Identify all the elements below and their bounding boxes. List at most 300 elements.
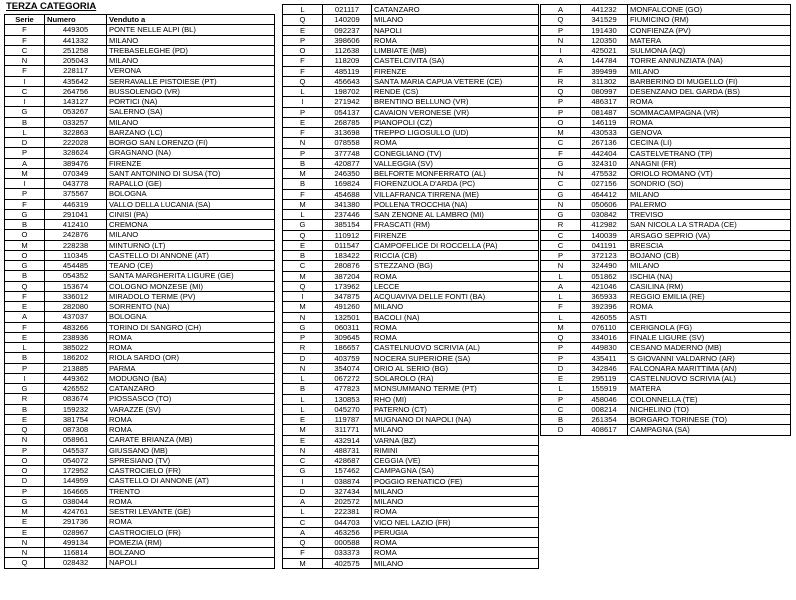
venduto-cell: ROMA (107, 332, 275, 342)
serie-cell: B (5, 404, 45, 414)
serie-cell: L (5, 343, 45, 353)
numero-cell: 155919 (581, 384, 628, 394)
numero-cell: 428687 (323, 456, 372, 466)
numero-cell: 110345 (45, 250, 107, 260)
numero-cell: 322863 (45, 127, 107, 137)
numero-cell: 412410 (45, 220, 107, 230)
table-row (5, 271, 275, 281)
table-row (5, 507, 275, 517)
venduto-cell: MILANO (628, 66, 791, 76)
numero-cell: 313698 (323, 128, 372, 138)
numero-cell: 053267 (45, 107, 107, 117)
table-row (5, 76, 275, 86)
table-row (541, 199, 791, 209)
header-serie: Serie (5, 15, 45, 25)
serie-cell: N (5, 537, 45, 547)
table-row (283, 179, 539, 189)
numero-cell: 038044 (45, 496, 107, 506)
table-row (5, 250, 275, 260)
venduto-cell: BACOLI (NA) (372, 312, 539, 322)
serie-cell: M (283, 302, 323, 312)
serie-cell: N (5, 56, 45, 66)
serie-cell: B (5, 353, 45, 363)
serie-cell: O (5, 250, 45, 260)
numero-cell: 311302 (581, 76, 628, 86)
venduto-cell: NICHELINO (TO) (628, 404, 791, 414)
venduto-cell: SANT ANTONINO DI SUSA (TO) (107, 168, 275, 178)
venduto-cell: NAPOLI (372, 25, 539, 35)
serie-cell: L (541, 312, 581, 322)
table-row (541, 394, 791, 404)
venduto-cell: ASTI (628, 312, 791, 322)
numero-cell: 381754 (45, 414, 107, 424)
serie-cell: C (541, 240, 581, 250)
venduto-cell: TORRE ANNUNZIATA (NA) (628, 56, 791, 66)
table-row (283, 343, 539, 353)
numero-cell: 336012 (45, 291, 107, 301)
venduto-cell: MILANO (372, 302, 539, 312)
serie-cell: P (283, 333, 323, 343)
venduto-cell: CATANZARO (372, 5, 539, 15)
venduto-cell: STEZZANO (BG) (372, 261, 539, 271)
numero-cell: 140039 (581, 230, 628, 240)
serie-cell: C (5, 86, 45, 96)
venduto-cell: ROMA (372, 271, 539, 281)
serie-cell: Q (5, 558, 45, 568)
serie-cell: F (541, 66, 581, 76)
table-row (283, 466, 539, 476)
venduto-cell: FALCONARA MARITTIMA (AN) (628, 363, 791, 373)
numero-cell: 389476 (45, 158, 107, 168)
numero-cell: 144784 (581, 56, 628, 66)
numero-cell: 078558 (323, 138, 372, 148)
serie-cell: Q (541, 333, 581, 343)
venduto-cell: PALERMO (628, 199, 791, 209)
serie-cell: B (5, 220, 45, 230)
serie-cell: L (541, 271, 581, 281)
table-row (541, 210, 791, 220)
numero-cell: 403759 (323, 353, 372, 363)
numero-cell: 282080 (45, 302, 107, 312)
venduto-cell: PARMA (107, 363, 275, 373)
numero-cell: 238936 (45, 332, 107, 342)
numero-cell: 159232 (45, 404, 107, 414)
venduto-cell: BORGARO TORINESE (TO) (628, 415, 791, 425)
table-row (5, 496, 275, 506)
table-row (283, 445, 539, 455)
table-row (541, 76, 791, 86)
venduto-cell: MODUGNO (BA) (107, 373, 275, 383)
venduto-cell: MINTURNO (LT) (107, 240, 275, 250)
serie-cell: N (283, 363, 323, 373)
table-row (541, 230, 791, 240)
venduto-cell: ROMA (372, 538, 539, 548)
venduto-cell: MILANO (372, 15, 539, 25)
serie-cell: C (283, 456, 323, 466)
table-row (541, 179, 791, 189)
numero-cell: 412982 (581, 220, 628, 230)
venduto-cell: FIRENZE (372, 230, 539, 240)
table-row (283, 5, 539, 15)
numero-cell: 120350 (581, 35, 628, 45)
table-row (283, 199, 539, 209)
table-row (5, 353, 275, 363)
numero-cell: 499134 (45, 537, 107, 547)
serie-cell: L (541, 384, 581, 394)
serie-cell: O (5, 455, 45, 465)
venduto-cell: MATERA (628, 35, 791, 45)
serie-cell: C (541, 230, 581, 240)
venduto-cell: MONFALCONE (GO) (628, 5, 791, 15)
serie-cell: E (283, 117, 323, 127)
table-row (541, 87, 791, 97)
table-row (5, 56, 275, 66)
venduto-cell: PERUGIA (372, 527, 539, 537)
venduto-cell: FIUMICINO (RM) (628, 15, 791, 25)
numero-cell: 267136 (581, 138, 628, 148)
numero-cell: 060311 (323, 322, 372, 332)
serie-cell: G (283, 220, 323, 230)
serie-cell: P (541, 343, 581, 353)
numero-cell: 191430 (581, 25, 628, 35)
serie-cell: A (541, 56, 581, 66)
numero-cell: 183422 (323, 251, 372, 261)
serie-cell: F (283, 128, 323, 138)
serie-cell: G (541, 189, 581, 199)
table-row (541, 384, 791, 394)
numero-cell: 021117 (323, 5, 372, 15)
venduto-cell: ROMA (372, 548, 539, 558)
numero-cell: 011547 (323, 240, 372, 250)
table-row (541, 138, 791, 148)
numero-cell: 324310 (581, 158, 628, 168)
numero-cell: 045537 (45, 445, 107, 455)
serie-cell: D (283, 486, 323, 496)
table-row (283, 15, 539, 25)
serie-cell: I (283, 97, 323, 107)
venduto-cell: NAPOLI (107, 558, 275, 568)
venduto-cell: SOMMACAMPAGNA (VR) (628, 107, 791, 117)
table-row (283, 435, 539, 445)
venduto-cell: ROMA (628, 302, 791, 312)
venduto-cell: BORGO SAN LORENZO (FI) (107, 138, 275, 148)
table-row (283, 486, 539, 496)
numero-cell: 186202 (45, 353, 107, 363)
numero-cell: 222028 (45, 138, 107, 148)
table-row (5, 97, 275, 107)
numero-cell: 045270 (323, 404, 372, 414)
serie-cell: C (541, 179, 581, 189)
serie-cell: E (541, 374, 581, 384)
table-row (283, 527, 539, 537)
table-row (541, 261, 791, 271)
numero-cell: 213885 (45, 363, 107, 373)
serie-cell: G (541, 158, 581, 168)
results-table-2 (282, 4, 539, 569)
numero-cell: 118209 (323, 56, 372, 66)
serie-cell: A (5, 158, 45, 168)
table-row (283, 302, 539, 312)
table-row (283, 271, 539, 281)
numero-cell: 456643 (323, 76, 372, 86)
numero-cell: 441232 (581, 5, 628, 15)
venduto-cell: CASILINA (RM) (628, 281, 791, 291)
serie-cell: F (5, 322, 45, 332)
serie-cell: G (283, 466, 323, 476)
serie-cell: Q (541, 15, 581, 25)
table-row (541, 35, 791, 45)
numero-cell: 309645 (323, 333, 372, 343)
numero-cell: 420877 (323, 158, 372, 168)
venduto-cell: TREPPO LIGOSULLO (UD) (372, 128, 539, 138)
venduto-cell: PORTICI (NA) (107, 97, 275, 107)
numero-cell: 083674 (45, 394, 107, 404)
venduto-cell: PATERNO (CT) (372, 404, 539, 414)
serie-cell: E (5, 332, 45, 342)
numero-cell: 033373 (323, 548, 372, 558)
table-row (541, 302, 791, 312)
venduto-cell: CERIGNOLA (FG) (628, 322, 791, 332)
venduto-cell: BOLZANO (107, 548, 275, 558)
numero-cell: 324490 (581, 261, 628, 271)
serie-cell: M (283, 169, 323, 179)
venduto-cell: BRENTINO BELLUNO (VR) (372, 97, 539, 107)
table-row (283, 292, 539, 302)
numero-cell: 144959 (45, 476, 107, 486)
venduto-cell: ACQUAVIVA DELLE FONTI (BA) (372, 292, 539, 302)
venduto-cell: VARAZZE (SV) (107, 404, 275, 414)
venduto-cell: SONDRIO (SO) (628, 179, 791, 189)
serie-cell: N (283, 445, 323, 455)
table-row (283, 76, 539, 86)
table-row (5, 332, 275, 342)
venduto-cell: ROMA (107, 414, 275, 424)
venduto-cell: VICO NEL LAZIO (FR) (372, 517, 539, 527)
numero-cell: 398606 (323, 35, 372, 45)
numero-cell: 334016 (581, 333, 628, 343)
serie-cell: Q (283, 76, 323, 86)
numero-cell: 157462 (323, 466, 372, 476)
serie-cell: F (5, 66, 45, 76)
numero-cell: 030842 (581, 210, 628, 220)
venduto-cell: TREBASELEGHE (PD) (107, 45, 275, 55)
venduto-cell: RHO (MI) (372, 394, 539, 404)
serie-cell: F (283, 66, 323, 76)
venduto-cell: CASTROCIELO (FR) (107, 527, 275, 537)
venduto-cell: POMEZIA (RM) (107, 537, 275, 547)
numero-cell: 261354 (581, 415, 628, 425)
table-row (5, 404, 275, 414)
numero-cell: 435642 (45, 76, 107, 86)
venduto-cell: LIMBIATE (MB) (372, 46, 539, 56)
numero-cell: 430533 (581, 128, 628, 138)
table-row (283, 220, 539, 230)
table-row (283, 322, 539, 332)
serie-cell: L (283, 507, 323, 517)
serie-cell: R (283, 343, 323, 353)
table-row (5, 425, 275, 435)
venduto-cell: CASTROCIELO (FR) (107, 466, 275, 476)
venduto-cell: ROMA (372, 322, 539, 332)
table-row (541, 46, 791, 56)
numero-cell: 365933 (581, 292, 628, 302)
table-row (5, 373, 275, 383)
serie-cell: I (283, 292, 323, 302)
numero-cell: 311771 (323, 425, 372, 435)
serie-cell: G (5, 384, 45, 394)
venduto-cell: RENDE (CS) (372, 87, 539, 97)
venduto-cell: MILANO (107, 35, 275, 45)
venduto-cell: CESANO MADERNO (MB) (628, 343, 791, 353)
numero-cell: 341380 (323, 199, 372, 209)
venduto-cell: BOLOGNA (107, 312, 275, 322)
serie-cell: M (5, 507, 45, 517)
venduto-cell: FINALE LIGURE (SV) (628, 333, 791, 343)
table-row (5, 363, 275, 373)
table-row (5, 107, 275, 117)
table-row (5, 435, 275, 445)
numero-cell: 033257 (45, 117, 107, 127)
table-row (283, 66, 539, 76)
table-row (5, 158, 275, 168)
table-row (283, 353, 539, 363)
venduto-cell: PIOSSASCO (TO) (107, 394, 275, 404)
venduto-cell: CASTELNUOVO SCRIVIA (AL) (372, 343, 539, 353)
venduto-cell: BUSSOLENGO (VR) (107, 86, 275, 96)
serie-cell: D (541, 363, 581, 373)
venduto-cell: SULMONA (AQ) (628, 46, 791, 56)
numero-cell: 202572 (323, 497, 372, 507)
table-row (5, 199, 275, 209)
venduto-cell: BELFORTE MONFERRATO (AL) (372, 169, 539, 179)
venduto-cell: FRASCATI (RM) (372, 220, 539, 230)
table-row (541, 281, 791, 291)
numero-cell: 044703 (323, 517, 372, 527)
numero-cell: 347875 (323, 292, 372, 302)
venduto-cell: ROMA (372, 507, 539, 517)
table-row (541, 374, 791, 384)
numero-cell: 449305 (45, 25, 107, 35)
serie-cell: P (541, 353, 581, 363)
table-row (5, 220, 275, 230)
serie-cell: Q (283, 230, 323, 240)
numero-cell: 442404 (581, 148, 628, 158)
numero-cell: 399499 (581, 66, 628, 76)
venduto-cell: GIUSSANO (MB) (107, 445, 275, 455)
table-row (5, 517, 275, 527)
serie-cell: P (541, 394, 581, 404)
numero-cell: 092237 (323, 25, 372, 35)
venduto-cell: CINISI (PA) (107, 209, 275, 219)
table-row (5, 86, 275, 96)
serie-cell: D (5, 138, 45, 148)
venduto-cell: GRAGNANO (NA) (107, 148, 275, 158)
table-row (5, 384, 275, 394)
venduto-cell: ROMA (372, 333, 539, 343)
table-row (5, 322, 275, 332)
numero-cell: 054352 (45, 271, 107, 281)
table-row (5, 281, 275, 291)
venduto-cell: MUGNANO DI NAPOLI (NA) (372, 415, 539, 425)
numero-cell: 426552 (45, 384, 107, 394)
serie-cell: E (283, 240, 323, 250)
venduto-cell: FIRENZE (372, 66, 539, 76)
serie-cell: E (5, 302, 45, 312)
table-row (283, 476, 539, 486)
table-row (5, 291, 275, 301)
serie-cell: P (5, 486, 45, 496)
table-row (5, 312, 275, 322)
numero-cell: 491260 (323, 302, 372, 312)
numero-cell: 051862 (581, 271, 628, 281)
serie-cell: G (283, 322, 323, 332)
venduto-cell: VALLEGGIA (SV) (372, 158, 539, 168)
venduto-cell: BOLOGNA (107, 189, 275, 199)
numero-cell: 488731 (323, 445, 372, 455)
numero-cell: 485119 (323, 66, 372, 76)
numero-cell: 132501 (323, 312, 372, 322)
serie-cell: M (283, 425, 323, 435)
numero-cell: 140209 (323, 15, 372, 25)
venduto-cell: COLOGNO MONZESE (MI) (107, 281, 275, 291)
table-row (5, 414, 275, 424)
venduto-cell: BOJANO (CB) (628, 251, 791, 261)
table-row (283, 404, 539, 414)
numero-cell: 000588 (323, 538, 372, 548)
numero-cell: 424761 (45, 507, 107, 517)
venduto-cell: CEGGIA (VE) (372, 456, 539, 466)
venduto-cell: ARSAGO SEPRIO (VA) (628, 230, 791, 240)
venduto-cell: CAMPOFELICE DI ROCCELLA (PA) (372, 240, 539, 250)
table-row (5, 476, 275, 486)
venduto-cell: CAMPAGNA (SA) (372, 466, 539, 476)
serie-cell: C (283, 261, 323, 271)
table-row (5, 537, 275, 547)
serie-cell: O (283, 46, 323, 56)
venduto-cell: CASTELCIVITA (SA) (372, 56, 539, 66)
serie-cell: O (5, 230, 45, 240)
table-row (283, 374, 539, 384)
venduto-cell: CASTELLO DI ANNONE (AT) (107, 250, 275, 260)
table-row (541, 158, 791, 168)
numero-cell: 375567 (45, 189, 107, 199)
table-row (541, 404, 791, 414)
numero-cell: 237446 (323, 210, 372, 220)
table-row (283, 261, 539, 271)
venduto-cell: SPRESIANO (TV) (107, 455, 275, 465)
numero-cell: 425021 (581, 46, 628, 56)
serie-cell: R (541, 76, 581, 86)
category-title: TERZA CATEGORIA (6, 1, 97, 12)
serie-cell: M (541, 128, 581, 138)
numero-cell: 186657 (323, 343, 372, 353)
venduto-cell: ROMA (107, 343, 275, 353)
numero-cell: 070349 (45, 168, 107, 178)
serie-cell: Q (283, 15, 323, 25)
venduto-cell: S GIOVANNI VALDARNO (AR) (628, 353, 791, 363)
table-row (5, 548, 275, 558)
venduto-cell: MONSUMMANO TERME (PT) (372, 384, 539, 394)
serie-cell: P (5, 189, 45, 199)
venduto-cell: ROMA (628, 97, 791, 107)
venduto-cell: TORINO DI SANGRO (CH) (107, 322, 275, 332)
table-row (541, 353, 791, 363)
numero-cell: 328624 (45, 148, 107, 158)
table-row (541, 148, 791, 158)
numero-cell: 437037 (45, 312, 107, 322)
table-row (5, 35, 275, 45)
serie-cell: Q (5, 281, 45, 291)
